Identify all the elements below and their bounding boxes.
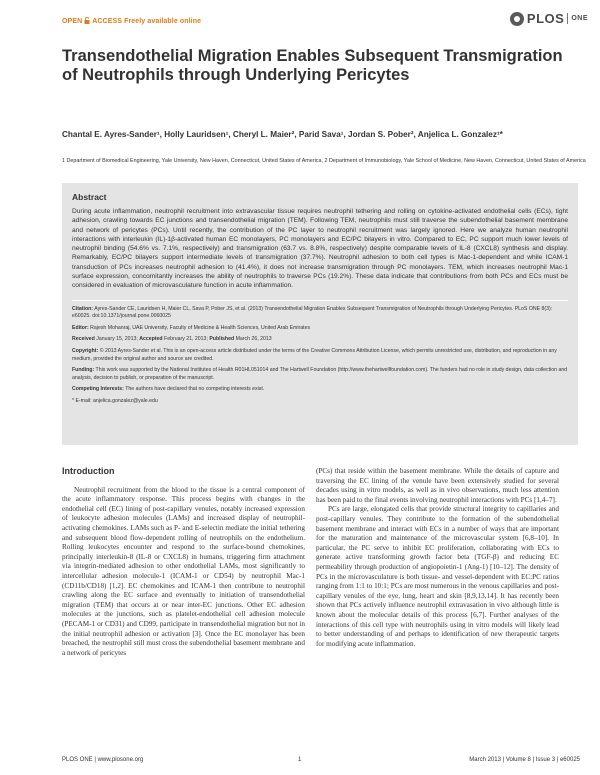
abstract-text: During acute inflammation, neutrophil recruitment into extravascular tissue requires neutrophil tethering and rolling on cytokine-activated endothelial cells (ECs), tight adhesion, crawling towards EC junctions and transendothelial migration (TEM). Following TEM, neutrophils must still traverse the subendothelial basement membrane and network of pericytes (PCs). Until recently, the contribution of the PC layer to neutrophil recruitment was largely ignored. Here we analyze human neutrophil interactions with interleukin (IL)-1β-activated human EC monolayers, PC monolayers and EC/PC bilayers in vitro. Compared to EC, PC support much lower levels of neutrophil binding (54.6% vs. 7.1%, respectively) and transmigration (63.7 vs. 8.8%, respectively) despite comparable levels of IL-8 (CXCL8) synthesis and display. Remarkably, EC/PC bilayers support intermediate levels of transmigration (37.7%). Neutrophil adhesion to both cell types is Mac-1-dependent and while ICAM-1 transduction of PCs increases neutrophil adhesion to (41.4%), it does not increase transmigration through PC monolayers. TEM, which increases neutrophil Mac-1 surface expression, concomitantly increases the ability of neutrophils to traverse PCs (19.2%). These data indicate that contributions from both PCs and ECs must be considered in evaluation of microvasculature function in acute inflammation. xyxy=(72,208,568,290)
body-paragraph: (PCs) that reside within the basement membrane. While the details of capture and traversing the EC lining of the venule have been extensively studied for several decades using in vitro models, as well as in vivo observations, much less attention has been paid to the final events involving neutrophil interactions with PCs [1,4–7]. xyxy=(316,467,559,504)
accepted-label: Accepted xyxy=(139,336,163,343)
editor-label: Editor: xyxy=(72,324,89,331)
published-date: March 26, 2013 xyxy=(235,336,272,343)
competing-label: Competing Interests: xyxy=(72,386,124,393)
funding-label: Funding: xyxy=(72,367,95,374)
email-row xyxy=(72,398,568,406)
open-access-lock-icon xyxy=(84,17,90,24)
funding-text: This work was supported by the National Institutes of Health R01HL051014 and The Hartwell Foundation (http://www.thehartwellfoundation.com). The funders had no role in study design, data collection and analysis, decision to publish, or preparation of the manuscript. xyxy=(72,367,568,381)
editor-row xyxy=(72,325,568,333)
citation-label: Citation: xyxy=(72,305,94,312)
citation-row xyxy=(72,306,568,321)
abstract-heading: Abstract xyxy=(72,192,107,202)
affiliations: 1 Department of Biomedical Engineering, Yale University, New Haven, Connecticut, United States of America, 2 Department of Immunobiology, Yale School of Medicine, New Haven, Connecticut, United States of America xyxy=(62,158,586,164)
body-paragraph: PCs are large, elongated cells that provide structural integrity to capillaries and post-capillary venules. They contribute to the formation of the subendothelial basement membrane and interact with ECs in a number of ways that are important for the maturation and maintenance of the microvascular system [6,8–10]. In particular, the PC serve to inhibit EC proliferation, collaborating with ECs to generate active transforming growth factor beta (TGF-β) and reducing EC permeability through production of angiopoietin-1 (Ang-1) [10–12]. The density of PCs in the microvasculature is both tissue- and vessel-dependent with EC:PC ratios ranging from 1:1 to 10:1; PCs are most numerous in the venous capillaries and post-capillary venules of the eye, lung, heart and skin [8,9,13,14]. It has recently been shown that PCs actively influence neutrophil extravasation in vivo although little is known about the molecular details of this process [6,7]. Further analyses of the interactions of this cell type with neutrophils using in vitro models will likely lead to better understanding of and perhaps to identification of new therapeutic targets for modifying acute inflammation. xyxy=(316,505,559,648)
access-text: ACCESS Freely available online xyxy=(92,18,202,25)
published-label: Published xyxy=(209,336,235,343)
accepted-date: February 21, 2013; xyxy=(164,336,208,343)
citation-text: Ayres-Sander CE, Lauridsen H, Maier CL, Sava P, Pober JS, et al. (2013) Transendothelial Migration Enables Subsequent Transmigration of Neutrophils through Underlying Pericytes. PLoS ONE 8(3): e60025. doi:10.1371/journal.pone.0060025 xyxy=(72,305,553,320)
logo-divider xyxy=(567,13,568,24)
footer-journal: PLOS ONE | www.plosone.org xyxy=(62,757,144,763)
footer-issue: March 2013 | Volume 8 | Issue 3 | e60025 xyxy=(469,757,580,763)
page-number: 1 xyxy=(298,757,302,763)
editor-text: Rajesh Mohanraj, UAE University, Faculty of Medicine & Health Sciences, United Arab Emirates xyxy=(90,324,311,331)
article-metadata xyxy=(72,300,568,406)
corresponding-email: * E-mail: anjelica.gonzalez@yale.edu xyxy=(72,398,158,405)
journal-name: PLOS xyxy=(526,11,565,26)
body-right-column xyxy=(316,467,559,649)
funding-row xyxy=(72,367,568,382)
competing-row xyxy=(72,386,568,394)
plos-logo-icon xyxy=(510,12,524,26)
open-word: OPEN xyxy=(62,18,83,25)
article-title: Transendothelial Migration Enables Subsequent Transmigration of Neutrophils through Underlying Pericytes xyxy=(62,47,563,84)
open-access-label xyxy=(62,17,201,25)
introduction-heading: Introduction xyxy=(62,466,115,476)
received-label: Received xyxy=(72,336,95,343)
dates-row xyxy=(72,336,568,344)
abstract-box xyxy=(62,183,578,445)
copyright-text: © 2013 Ayres-Sander et al. This is an open-access article distributed under the terms of the Creative Commons Attribution License, which permits unrestricted use, distribution, and reproduction in any medium, provided the original author and source are credited. xyxy=(72,348,557,362)
copyright-row xyxy=(72,348,568,363)
competing-text: The authors have declared that no competing interests exist. xyxy=(125,386,265,393)
body-left-column xyxy=(62,467,305,658)
author-list: Chantal E. Ayres-Sander¹, Holly Lauridsen¹, Cheryl L. Maier², Parid Sava¹, Jordan S. Pober², Anjelica L. Gonzalez¹* xyxy=(62,130,503,139)
body-paragraph: Neutrophil recruitment from the blood to the tissue is a central component of the acute inflammatory response. This process begins with changes in the endothelial cell (EC) lining of post-capillary venules, notably increased expression of leukocyte adhesion molecules (LAMs) and increased display of neutrophil-activating chemokines. LAMs such as P- and E-selectin mediate the initial tethering and subsequent blood flow-dependent rolling of neutrophils on the endothelium. Rolling leukocytes encounter and respond to the surface-bound chemokines, principally interleukin-8 (IL-8 or CXCL8) in humans, triggering firm attachment via integrin-mediated adhesion to other endothelial LAMs, most significantly to intercellular adhesion molecule-1 (ICAM-1 or CD54) by neutrophil Mac-1 (CD11b/CD18) [1,2]. EC chemokines and ICAM-1 then contribute to neutrophil crawling along the EC surface and eventually to initiation of transendothelial migration (TEM) that occurs at or near inter-EC junctions. Other EC adhesion molecules at the junctions, such as platelet-endothelial cell adhesion molecule (PECAM-1 or CD31) and CD99, participate in transendothelial migration but not in the initial neutrophil adhesion or activation [3]. Once the EC monolayer has been breached, the neutrophil still must cross the subendothelial basement membrane and a network of pericytes xyxy=(62,485,305,657)
journal-logo xyxy=(510,11,588,26)
journal-subname: ONE xyxy=(571,15,588,22)
received-date: January 15, 2013; xyxy=(96,336,138,343)
copyright-label: Copyright: xyxy=(72,348,99,355)
